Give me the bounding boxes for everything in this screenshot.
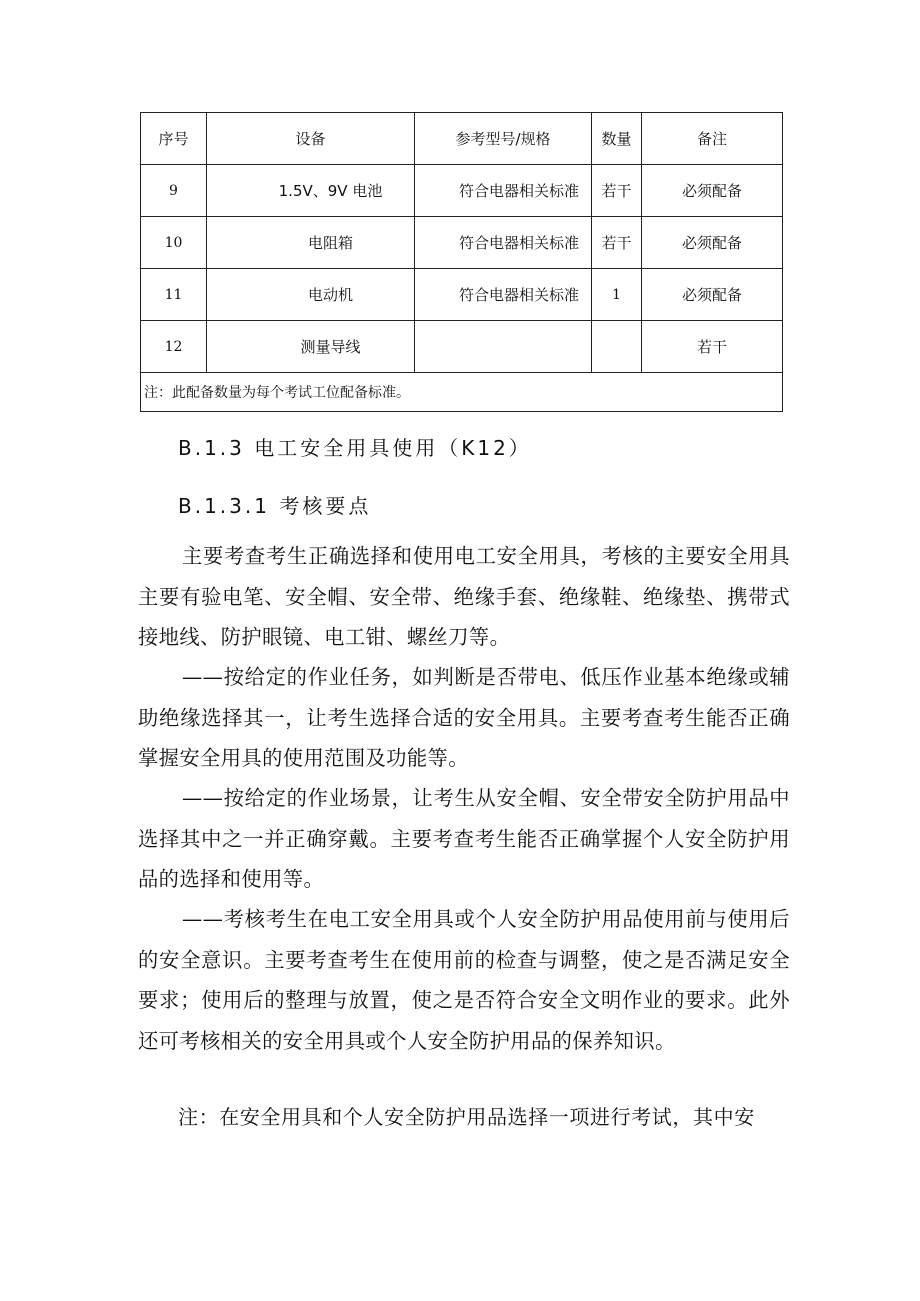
table-header-row (141, 113, 783, 165)
paragraph: ——按给定的作业场景，让考生从安全帽、安全带安全防护用品中选择其中之一并正确穿戴。主要考查考生能否正确掌握个人安全防护用品的选择和使用等。 (138, 786, 790, 891)
device-cell: 电阻箱 (207, 217, 415, 269)
spec-cell (415, 321, 592, 373)
table-row (141, 269, 783, 321)
qty-cell: 若干 (592, 165, 642, 217)
row-number: 11 (141, 269, 207, 321)
section-heading: B.1.3 电工安全用具使用（K12） (178, 436, 532, 460)
paragraph: ——考核考生在电工安全用具或个人安全防护用品使用前与使用后的安全意识。主要考查考生在使用前的检查与调整，使之是否满足安全要求；使用后的整理与放置，使之是否符合安全文明作业的要求。此外还可考核相关的安全用具或个人安全防护用品的保养知识。 (138, 907, 790, 1053)
qty-cell: 1 (592, 269, 642, 321)
table-footnote: 注：此配备数量为每个考试工位配备标准。 (141, 373, 783, 412)
row-number: 10 (141, 217, 207, 269)
note-text: 注：在安全用具和个人安全防护用品选择一项进行考试，其中安 (178, 1105, 755, 1129)
spec-cell: 符合电器相关标准 (415, 217, 592, 269)
header-cell: 设备 (207, 113, 415, 165)
table-row (141, 217, 783, 269)
device-cell: 测量导线 (207, 321, 415, 373)
header-cell: 备注 (642, 113, 783, 165)
header-cell: 数量 (592, 113, 642, 165)
remark-cell: 必须配备 (642, 217, 783, 269)
device-cell: 1.5V、9V 电池 (207, 165, 415, 217)
remark-cell: 必须配备 (642, 165, 783, 217)
header-cell: 参考型号/规格 (415, 113, 592, 165)
paragraph: 主要考查考生正确选择和使用电工安全用具，考核的主要安全用具主要有验电笔、安全帽、安全带、绝缘手套、绝缘鞋、绝缘垫、携带式接地线、防护眼镜、电工钳、螺丝刀等。 (138, 544, 790, 649)
table-row (141, 321, 783, 373)
equipment-table (140, 112, 783, 412)
table-footnote-row (141, 373, 783, 412)
section-subheading: B.1.3.1 考核要点 (178, 494, 372, 518)
row-number: 9 (141, 165, 207, 217)
remark-cell: 若干 (642, 321, 783, 373)
spec-cell: 符合电器相关标准 (415, 165, 592, 217)
paragraph: ——按给定的作业任务，如判断是否带电、低压作业基本绝缘或辅助绝缘选择其一，让考生选择合适的安全用具。主要考查考生能否正确掌握安全用具的使用范围及功能等。 (138, 665, 790, 770)
header-cell: 序号 (141, 113, 207, 165)
remark-cell: 必须配备 (642, 269, 783, 321)
qty-cell: 若干 (592, 217, 642, 269)
spec-cell: 符合电器相关标准 (415, 269, 592, 321)
qty-cell (592, 321, 642, 373)
device-cell: 电动机 (207, 269, 415, 321)
row-number: 12 (141, 321, 207, 373)
table-row (141, 165, 783, 217)
